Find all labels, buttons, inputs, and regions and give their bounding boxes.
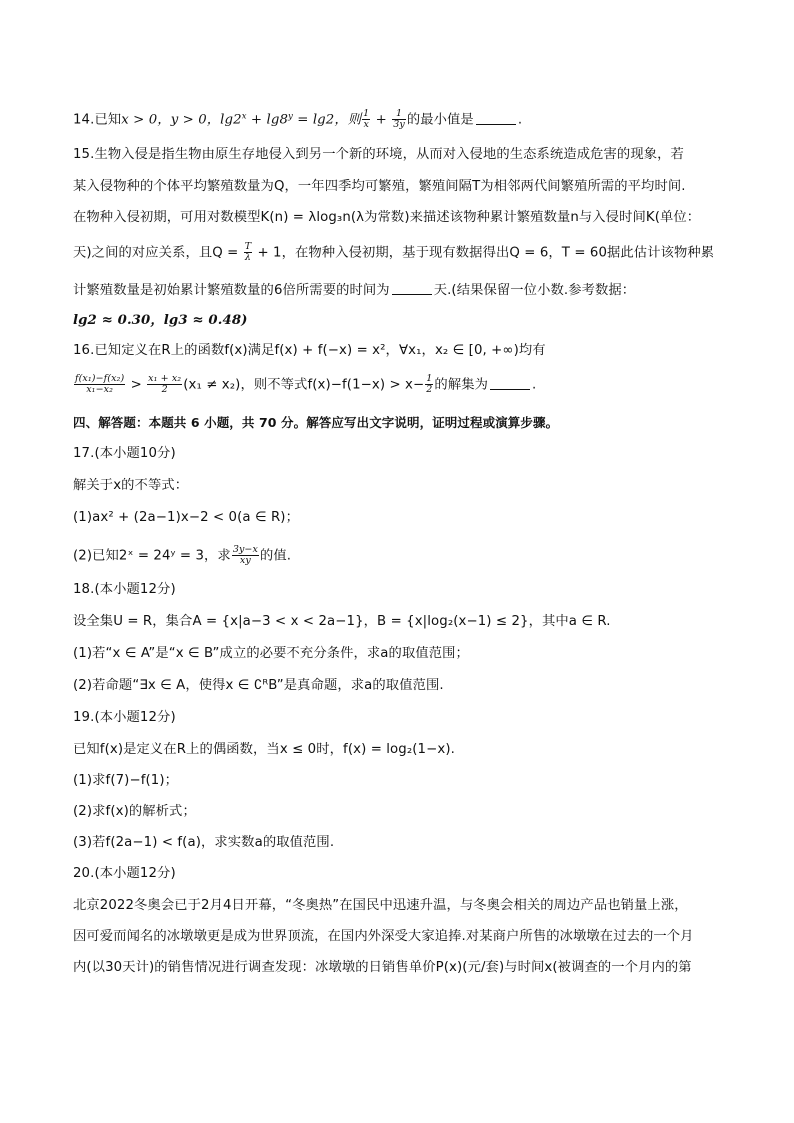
question-15-line-4: 天)之间的对应关系，且Q = $\frac{T}{\lambda}$ + 1，在物种入侵初期，基于现有数据得出Q = 6，T = 60据此估计该物种累 — [73, 241, 715, 263]
frac-T-over-lambda: $\frac{T}{\lambda}$ — [244, 241, 252, 263]
question-15-line-3: 在物种入侵初期，可用对数模型K(n) = λlog₃n(λ为常数)来描述该物种累计繁殖数量n与入侵时间K(单位： — [73, 210, 701, 225]
q14-exp-x: x — [241, 111, 247, 122]
question-15-line-2: 某入侵物种的个体平均繁殖数量为Q，一年四季均可繁殖，繁殖间隔T为相邻两代间繁殖所需的平均时间. — [73, 179, 686, 194]
q14-prefix: 14.已知 — [73, 112, 122, 128]
question-20-heading: 20.(本小题12分) — [73, 866, 176, 881]
answer-blank-15[interactable] — [392, 281, 432, 295]
section-4-heading: 四、解答题：本题共 6 小题，共 70 分。解答应写出文字说明，证明过程或演算步骤。 — [73, 415, 559, 430]
frac-f-difference: $\frac{\text{f(x₁)−f(x₂)}}{\text{x₁−x₂}}$ — [75, 373, 125, 395]
answer-blank-14[interactable] — [476, 111, 516, 125]
frac-1-over-2: $\frac{1}{2}$ — [426, 373, 433, 395]
question-17-part-1: (1)ax² + (2a−1)x−2 < 0(a ∈ R)； — [73, 510, 299, 525]
frac-1-over-3y: $\frac{1}{3y}$ — [393, 108, 405, 130]
answer-blank-16[interactable] — [490, 376, 530, 390]
question-17-part-2: (2)已知2ˣ = 24ʸ = 3，求 $\frac{3y-x}{xy}$ 的值. — [73, 544, 292, 566]
question-17-line-1: 解关于x的不等式： — [73, 478, 189, 493]
question-19-part-2: (2)求f(x)的解析式； — [73, 804, 196, 819]
question-19-part-3: (3)若f(2a−1) < f(a)，求实数a的取值范围. — [73, 835, 335, 850]
question-20-line-2: 因可爱而闻名的冰墩墩更是成为世界顶流，在国内外深受大家追捧.对某商户所售的冰墩墩在过去的一个月 — [73, 929, 694, 944]
question-18-line-1: 设全集U = R，集合A = {x|a−3 < x < 2a−1}，B = {x|log₂(x−1) ≤ 2}，其中a ∈ R. — [73, 614, 611, 629]
q14-suffix: 的最小值是 — [406, 112, 474, 128]
question-14: 14.已知x > 0，y > 0，$\lg 2^x + \lg 8^y = \lg 2$，则 $\frac{1}{x}$ + $\frac{1}{3y}$ 的最小值是 . — [73, 108, 523, 130]
frac-1-over-x: $\frac{1}{x}$ — [363, 108, 370, 130]
q14-mid2: = lg2，则 — [292, 112, 362, 128]
question-18-heading: 18.(本小题12分) — [73, 582, 176, 597]
question-18-part-1: (1)若“x ∈ A”是“x ∈ B”成立的必要不充分条件，求a的取值范围； — [73, 646, 469, 661]
question-19-line-1: 已知f(x)是定义在R上的偶函数，当x ≤ 0时，f(x) = log₂(1−x). — [73, 742, 455, 757]
q14-exp-y: y — [288, 111, 293, 122]
question-20-line-1: 北京2022冬奥会已于2月4日开幕，“冬奥热”在国民中迅速升温，与冬奥会相关的周边产品也销量上涨， — [73, 898, 688, 913]
question-19-part-1: (1)求f(7)−f(1)； — [73, 773, 179, 788]
question-15-line-5: 计繁殖数量是初始累计繁殖数量的6倍所需要的时间为 天.(结果保留一位小数.参考数据： — [73, 283, 636, 298]
q14-condition: x > 0，y > 0，lg2 — [121, 112, 242, 128]
question-19-heading: 19.(本小题12分) — [73, 710, 176, 725]
question-15-line-1: 15.生物入侵是指生物由原生存地侵入到另一个新的环境，从而对入侵地的生态系统造成危害的现象，若 — [73, 147, 684, 162]
question-20-line-3: 内(以30天计)的销售情况进行调查发现：冰墩墩的日销售单价P(x)(元/套)与时间x(被调查的一个月内的第 — [73, 960, 692, 975]
question-16-line-1: 16.已知定义在R上的函数f(x)满足f(x) + f(−x) = x²，∀x₁，x₂ ∈ [0, +∞)均有 — [73, 343, 546, 358]
frac-x-sum-over-2: $\frac{\text{x₁ + x₂}}{2}$ — [148, 373, 182, 395]
question-15-line-6: lg2 ≈ 0.30，lg3 ≈ 0.48) — [73, 313, 248, 328]
question-18-part-2: (2)若命题“∃x ∈ A，使得x ∈ ∁ᴿB”是真命题，求a的取值范围. — [73, 678, 444, 693]
question-16-line-2: $\frac{\text{f(x₁)−f(x₂)}}{\text{x₁−x₂}}$ > $\frac{\text{x₁ + x₂}}{2}$ (x₁ ≠ x₂)，则不等式f(x)−f(1−x) > x− $\frac{1}{2}$ 的解集为 . — [75, 373, 537, 395]
question-17-heading: 17.(本小题10分) — [73, 446, 176, 461]
frac-3y-minus-x-over-xy: $\frac{3y-x}{xy}$ — [232, 544, 258, 566]
q14-mid1: + lg8 — [246, 112, 289, 128]
